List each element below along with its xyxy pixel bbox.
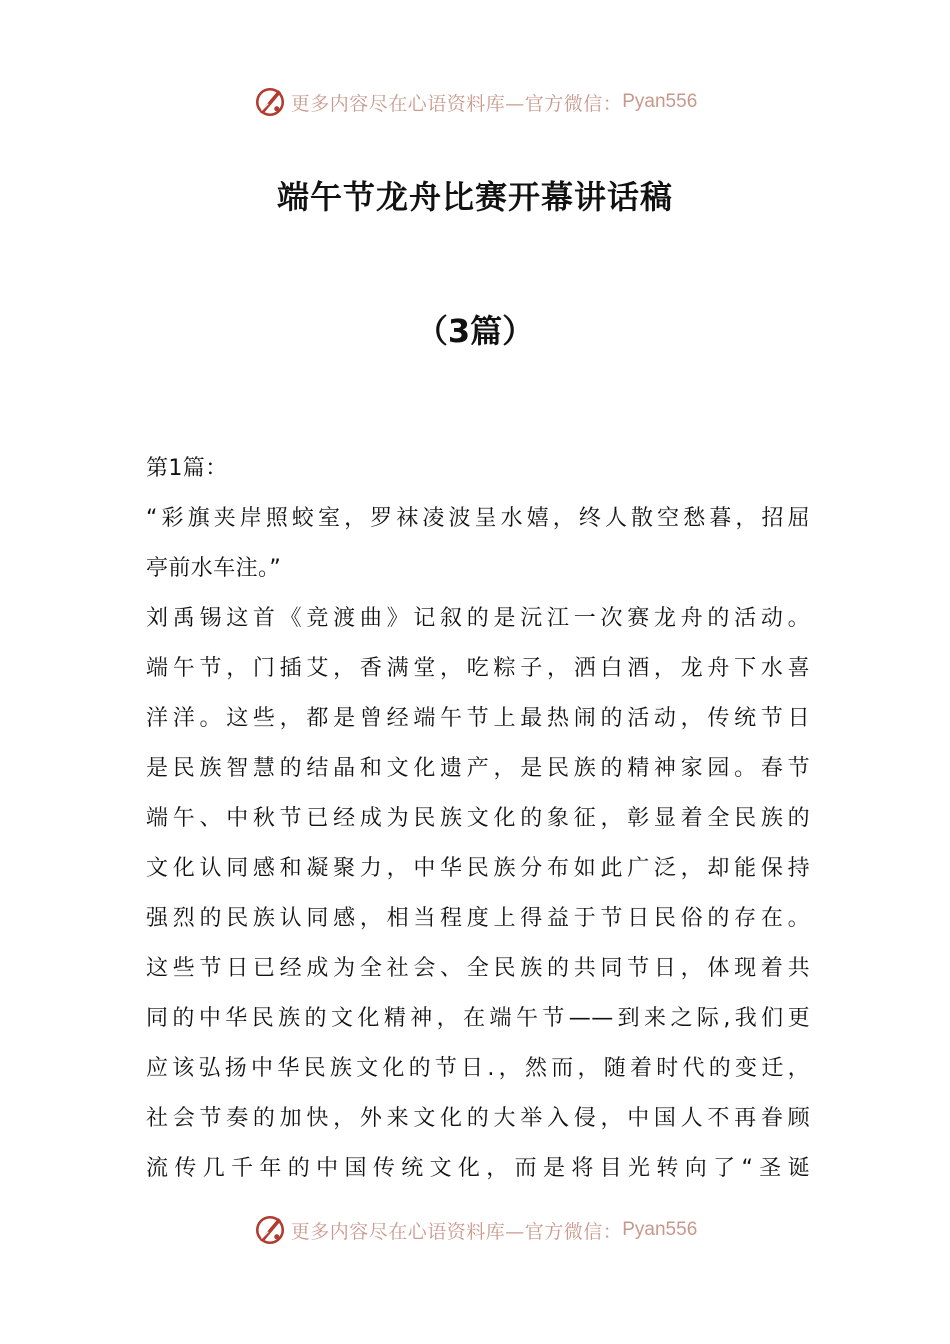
paragraph-line: 亭前水车注。” bbox=[146, 556, 282, 581]
paragraph-line: 应该弘扬中华民族文化的节日.，然而，随着时代的变迁， bbox=[146, 1056, 810, 1081]
banner-text: 更多内容尽在心语资料库—官方微信： bbox=[290, 92, 623, 115]
banner-text: 更多内容尽在心语资料库—官方微信： bbox=[290, 1220, 623, 1243]
section-label: 第1篇： bbox=[146, 456, 228, 481]
paragraph-line: 这些节日已经成为全社会、全民族的共同节日，体现着共 bbox=[146, 956, 810, 981]
body-text bbox=[146, 444, 810, 1194]
paragraph-line: “彩旗夹岸照蛟室，罗袜凌波呈水嬉，终人散空愁暮，招屈 bbox=[146, 506, 810, 531]
document-subtitle: （3篇） bbox=[415, 312, 535, 350]
paragraph-line: 流传几千年的中国传统文化，而是将目光转向了“圣诞 bbox=[146, 1156, 810, 1181]
paragraph-line: 文化认同感和凝聚力，中华民族分布如此广泛，却能保持 bbox=[146, 856, 810, 881]
paragraph-line: 是民族智慧的结晶和文化遗产，是民族的精神家园。春节 bbox=[146, 756, 810, 781]
header-banner bbox=[0, 82, 950, 122]
quill-logo-icon bbox=[253, 85, 287, 119]
paragraph-line: 端午、中秋节已经成为民族文化的象征，彰显着全民族的 bbox=[146, 806, 810, 831]
footer-banner bbox=[0, 1210, 950, 1250]
paragraph-line: 洋洋。这些，都是曾经端午节上最热闹的活动，传统节日 bbox=[146, 706, 810, 731]
paragraph-line: 端午节，门插艾，香满堂，吃粽子，洒白酒，龙舟下水喜 bbox=[146, 656, 810, 681]
banner-wechat-id: Pyan556 bbox=[622, 1219, 698, 1240]
quill-logo-icon bbox=[253, 1213, 287, 1247]
paragraph-line: 刘禹锡这首《竞渡曲》记叙的是沅江一次赛龙舟的活动。 bbox=[146, 606, 810, 631]
paragraph-line: 强烈的民族认同感，相当程度上得益于节日民俗的存在。 bbox=[146, 906, 810, 931]
banner-wechat-id: Pyan556 bbox=[622, 91, 698, 112]
document-title: 端午节龙舟比赛开幕讲话稿 bbox=[276, 178, 673, 216]
paragraph-line: 社会节奏的加快，外来文化的大举入侵，中国人不再眷顾 bbox=[146, 1106, 810, 1131]
paragraph-line: 同的中华民族的文化精神，在端午节——到来之际,我们更 bbox=[146, 1006, 810, 1031]
